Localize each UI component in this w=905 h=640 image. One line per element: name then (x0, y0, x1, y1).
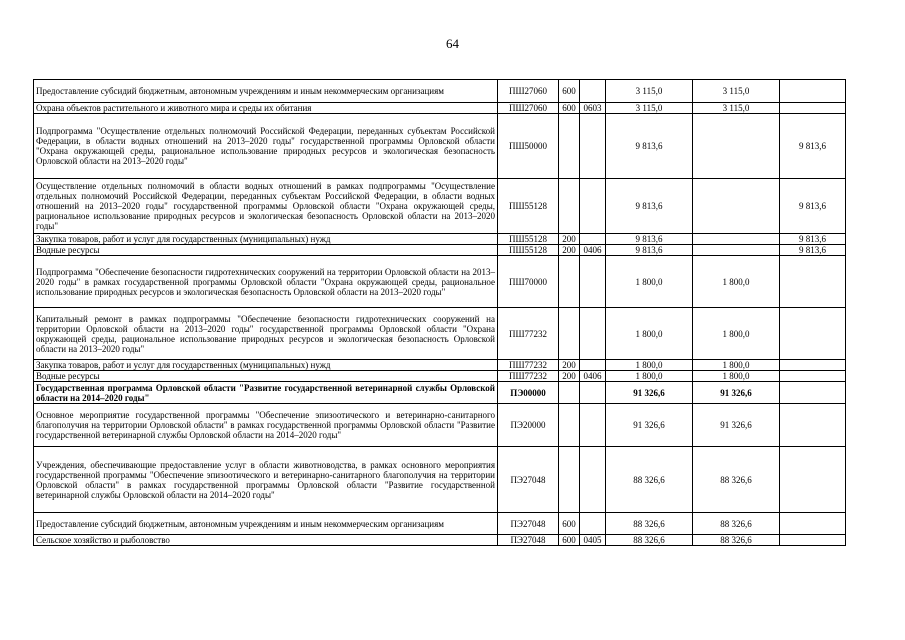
amount-total: 88 326,6 (606, 513, 693, 535)
amount-total: 1 800,0 (606, 308, 693, 360)
section-code: 0405 (580, 535, 606, 546)
row-name: Капитальный ремонт в рамках подпрограммы "Обеспечение безопасности гидротехнических сооружений на территории Орловской области на 2013–2020 годы" государственной программы Орловской области "Охрана окружающей среды, рациональное использование природных ресурсов и экологическая безопасность Орловской области на 2013–2020 годы" (34, 308, 498, 360)
section-code (580, 404, 606, 447)
table-row (34, 447, 846, 513)
target-code: ПШ77232 (498, 360, 559, 371)
expense-type: 600 (559, 513, 580, 535)
expense-type (559, 382, 580, 404)
amount-federal (780, 308, 846, 360)
amount-federal: 9 813,6 (780, 234, 846, 245)
section-code: 0406 (580, 371, 606, 382)
target-code: ПШ55128 (498, 234, 559, 245)
amount-federal (780, 382, 846, 404)
row-name: Подпрограмма "Осуществление отдельных полномочий Российской Федерации, переданных субъектам Российской Федерации, в области водных отношений на 2013–2020 годы" государственной программы Орловской области "Охрана окружающей среды, рациональное использование природных ресурсов и экологическая безопасность Орловской области на 2013–2020 годы" (34, 114, 498, 179)
amount-total: 3 115,0 (606, 103, 693, 114)
section-code (580, 447, 606, 513)
section-code (580, 382, 606, 404)
section-code (580, 513, 606, 535)
target-code: ПЭ27048 (498, 513, 559, 535)
row-name: Сельское хозяйство и рыболовство (34, 535, 498, 546)
amount-federal (780, 404, 846, 447)
target-code: ПШ55128 (498, 179, 559, 234)
page-number: 64 (446, 36, 459, 51)
amount-federal: 9 813,6 (780, 245, 846, 256)
amount-federal (780, 256, 846, 308)
row-name: Учреждения, обеспечивающие предоставление услуг в области животноводства, в рамках основного мероприятия государственной программы "Обеспечение эпизоотического и ветеринарно-санитарного благополучия на территории Орловской области" в рамках государственной программы Орловской области "Развитие государственной ветеринарной службы Орловской области на 2014–2020 годы" (34, 447, 498, 513)
target-code: ПШ27060 (498, 80, 559, 103)
table-row (34, 513, 846, 535)
table-row (34, 103, 846, 114)
amount-regional: 91 326,6 (693, 382, 780, 404)
amount-total: 9 813,6 (606, 234, 693, 245)
section-code: 0406 (580, 245, 606, 256)
row-name: Предоставление субсидий бюджетным, автономным учреждениям и иным некоммерческим организациям (34, 513, 498, 535)
amount-federal (780, 535, 846, 546)
amount-regional: 1 800,0 (693, 308, 780, 360)
amount-federal (780, 103, 846, 114)
section-code: 0603 (580, 103, 606, 114)
row-name: Охрана объектов растительного и животного мира и среды их обитания (34, 103, 498, 114)
amount-federal (780, 80, 846, 103)
row-name: Государственная программа Орловской области "Развитие государственной ветеринарной службы Орловской области на 2014–2020 годы" (34, 382, 498, 404)
section-code (580, 256, 606, 308)
expense-type (559, 308, 580, 360)
target-code: ПЭ20000 (498, 404, 559, 447)
amount-regional: 3 115,0 (693, 103, 780, 114)
amount-federal (780, 371, 846, 382)
amount-federal (780, 360, 846, 371)
table-row (34, 256, 846, 308)
expense-type (559, 404, 580, 447)
amount-total: 9 813,6 (606, 114, 693, 179)
amount-total: 88 326,6 (606, 447, 693, 513)
target-code: ПШ55128 (498, 245, 559, 256)
row-name: Основное мероприятие государственной программы "Обеспечение эпизоотического и ветеринарно-санитарного благополучия на территории Орловской области" в рамках государственной программы Орловской области "Развитие государственной ветеринарной службы Орловской области на 2014–2020 годы" (34, 404, 498, 447)
amount-federal: 9 813,6 (780, 114, 846, 179)
section-code (580, 114, 606, 179)
expense-type: 200 (559, 371, 580, 382)
target-code: ПШ27060 (498, 103, 559, 114)
amount-total: 91 326,6 (606, 404, 693, 447)
table-row (34, 245, 846, 256)
section-code (580, 179, 606, 234)
target-code: ПШ50000 (498, 114, 559, 179)
amount-total: 88 326,6 (606, 535, 693, 546)
row-name: Подпрограмма "Обеспечение безопасности гидротехнических сооружений на территории Орловской области на 2013–2020 годы" в рамках государственной программы Орловской области "Охрана окружающей среды, рациональное использование природных ресурсов и экологическая безопасность Орловской области на 2013–2020 годы" (34, 256, 498, 308)
amount-regional: 1 800,0 (693, 360, 780, 371)
row-name: Водные ресурсы (34, 371, 498, 382)
amount-federal (780, 513, 846, 535)
expense-type: 600 (559, 80, 580, 103)
target-code: ПШ77232 (498, 371, 559, 382)
section-code (580, 80, 606, 103)
amount-regional: 88 326,6 (693, 447, 780, 513)
row-name: Водные ресурсы (34, 245, 498, 256)
amount-total: 9 813,6 (606, 179, 693, 234)
amount-total: 1 800,0 (606, 256, 693, 308)
budget-table (33, 79, 846, 546)
amount-regional (693, 114, 780, 179)
row-name: Предоставление субсидий бюджетным, автономным учреждениям и иным некоммерческим организациям (34, 80, 498, 103)
amount-regional (693, 245, 780, 256)
table-row (34, 179, 846, 234)
section-code (580, 308, 606, 360)
table-row (34, 114, 846, 179)
amount-federal: 9 813,6 (780, 179, 846, 234)
table-row (34, 308, 846, 360)
row-name: Закупка товаров, работ и услуг для государственных (муниципальных) нужд (34, 360, 498, 371)
expense-type: 200 (559, 234, 580, 245)
expense-type: 600 (559, 535, 580, 546)
section-code (580, 234, 606, 245)
target-code: ПШ70000 (498, 256, 559, 308)
table-row (34, 80, 846, 103)
amount-regional: 91 326,6 (693, 404, 780, 447)
section-code (580, 360, 606, 371)
amount-regional: 88 326,6 (693, 513, 780, 535)
table-row (34, 360, 846, 371)
amount-total: 3 115,0 (606, 80, 693, 103)
amount-regional (693, 179, 780, 234)
table-row (34, 382, 846, 404)
amount-regional: 1 800,0 (693, 256, 780, 308)
expense-type (559, 256, 580, 308)
table-row (34, 404, 846, 447)
expense-type: 200 (559, 245, 580, 256)
amount-regional: 3 115,0 (693, 80, 780, 103)
target-code: ПШ77232 (498, 308, 559, 360)
amount-regional (693, 234, 780, 245)
expense-type (559, 114, 580, 179)
expense-type (559, 179, 580, 234)
amount-regional: 88 326,6 (693, 535, 780, 546)
amount-total: 1 800,0 (606, 360, 693, 371)
table-row (34, 535, 846, 546)
amount-federal (780, 447, 846, 513)
row-name: Закупка товаров, работ и услуг для государственных (муниципальных) нужд (34, 234, 498, 245)
expense-type: 200 (559, 360, 580, 371)
expense-type: 600 (559, 103, 580, 114)
table-row (34, 371, 846, 382)
expense-type (559, 447, 580, 513)
amount-total: 1 800,0 (606, 371, 693, 382)
row-name: Осуществление отдельных полномочий в области водных отношений в рамках подпрограммы "Осуществление отдельных полномочий Российской Федерации, переданных субъектам Российской Федерации, в области водных отношений на 2013–2020 годы" государственной программы Орловской области "Охрана окружающей среды, рациональное использование природных ресурсов и экологическая безопасность Орловской области на 2013–2020 годы" (34, 179, 498, 234)
amount-total: 91 326,6 (606, 382, 693, 404)
target-code: ПЭ27048 (498, 535, 559, 546)
target-code: ПЭ27048 (498, 447, 559, 513)
amount-regional: 1 800,0 (693, 371, 780, 382)
table-row (34, 234, 846, 245)
target-code: ПЭ00000 (498, 382, 559, 404)
amount-total: 9 813,6 (606, 245, 693, 256)
